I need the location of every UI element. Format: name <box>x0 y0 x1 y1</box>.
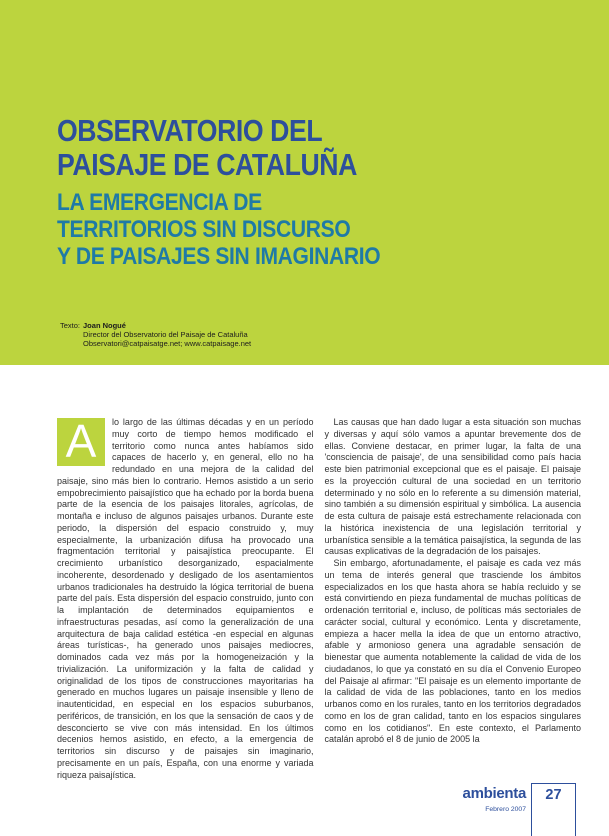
byline-role: Director del Observatorio del Paisaje de Cataluña <box>83 330 248 340</box>
byline-label: Texto: <box>60 321 81 330</box>
byline-author: Joan Nogué <box>83 321 126 330</box>
left-column <box>57 417 314 781</box>
page-number-box <box>531 783 576 836</box>
page-number: 27 <box>545 787 562 803</box>
masthead-background <box>0 0 609 365</box>
dropcap-box <box>57 415 105 467</box>
right-column <box>325 417 582 781</box>
byline-contact: Observatori@catpaisatge.net; www.catpaisage.net <box>83 339 252 349</box>
article-subtitle-line-2: TERRITORIOS SIN DISCURSO <box>57 216 351 243</box>
article-title-line-1: OBSERVATORIO DEL <box>57 113 323 148</box>
article-body <box>57 417 581 781</box>
article-subtitle-line-1: LA EMERGENCIA DE <box>57 189 262 216</box>
article-title-block <box>57 114 433 270</box>
dropcap-letter: A <box>65 415 97 467</box>
right-column-paragraph-1: Las causas que han dado lugar a esta situación son muchas y diversas y aquí sólo vamos a apuntar brevemente dos de ellas. Conviene destacar, en primer lugar, la falta de una 'consciencia de paisaje', de una sensibilidad como país hacia este bien patrimonial excepcional que es el paisaje. El paisaje es la proyección cultural de una sociedad en un territorio determinado y no sólo en lo referente a su dimensión material, sino también a su dimensión espiritual y simbólica. La ausencia de esta cultura de paisaje está estrechamente relacionada con la histórica inexistencia de una legislación territorial y urbanística sensible a la temática paisajística, la segunda de las causas explicativas de la degradación de los paisajes. <box>324 417 581 557</box>
left-column-paragraph: lo largo de las últimas décadas y en un período muy corto de tiempo hemos modificado el territorio como nunca antes habíamos sido capaces de hacerlo y, en general, ello no ha redundado en una mejora de la calidad del paisaje, sino más bien lo contrario. Hemos asistido a un serio empobrecimiento paisajístico que ha echado por la borda buena parte de la esencia de los paisajes litorales, agrícolas, de montaña e incluso de algunos paisajes urbanos. Durante este periodo, la dispersión del espacio construido y, muy especialmente, la urbanización difusa ha provocado una fragmentación territorial y paisajística preocupante. El crecimiento urbanístico desorganizado, espacialmente incoherente, desordenado y desligado de los asentamientos urbanos tradicionales ha destruido la lógica territorial de buena parte del país. Esta dispersión del espacio construido, junto con la implantación de determinados equipamientos e infraestructuras pesadas, así como la generalización de una arquitectura de baja calidad estética -en especial en algunas áreas turísticas-, ha generado unos paisajes mediocres, dominados cada vez más por la homogeneización y la trivialización. La uniformización y la falta de calidad y originalidad de los tipos de construcciones mayoritarias ha generado en muchos lugares un paisaje insensible y lleno de inautenticidad, en especial en los espacios suburbanos, periféricos, de transición, en los que la sensación de caos y de desconcierto se vive con más intensidad. En los últimos decenios hemos asistido, en efecto, a la emergencia de territorios sin discurso y de paisajes sin imaginario, precisamente en un país, España, con una enorme y variada riqueza paisajística. <box>57 417 314 780</box>
magazine-name: ambienta <box>462 785 526 802</box>
article-subtitle-line-3: Y DE PAISAJES SIN IMAGINARIO <box>57 243 381 270</box>
article-title-line-2: PAISAJE DE CATALUÑA <box>57 147 357 182</box>
article-subtitle-block <box>57 189 433 270</box>
byline-content <box>83 321 251 349</box>
byline <box>60 321 251 349</box>
right-column-paragraph-2: Sin embargo, afortunadamente, el paisaje es cada vez más un tema de interés general que trasciende los ámbitos especializados en los que hasta ahora se había recluido y se está convirtiendo en pieza fundamental de muchas políticas de ordenación territorial e, incluso, de políticas más sectoriales de carácter social, cultural y económico. Lenta y discretamente, empieza a hacer mella la idea de que un entorno atractivo, afable y armonioso genera una agradable sensación de bienestar que aumenta notablemente la calidad de vida de los ciudadanos, lo que ya constató en su día el Convenio Europeo del Paisaje al afirmar: "El paisaje es un elemento importante de la calidad de vida de las poblaciones, tanto en los medios urbanos como en los rurales, tanto en los territorios degradados como en los de gran calidad, tanto en los espacios singulares como en los cotidianos". En este contexto, el Parlamento catalán aprobó el 8 de junio de 2005 la <box>324 558 581 745</box>
issue-date: Febrero 2007 <box>485 806 526 813</box>
